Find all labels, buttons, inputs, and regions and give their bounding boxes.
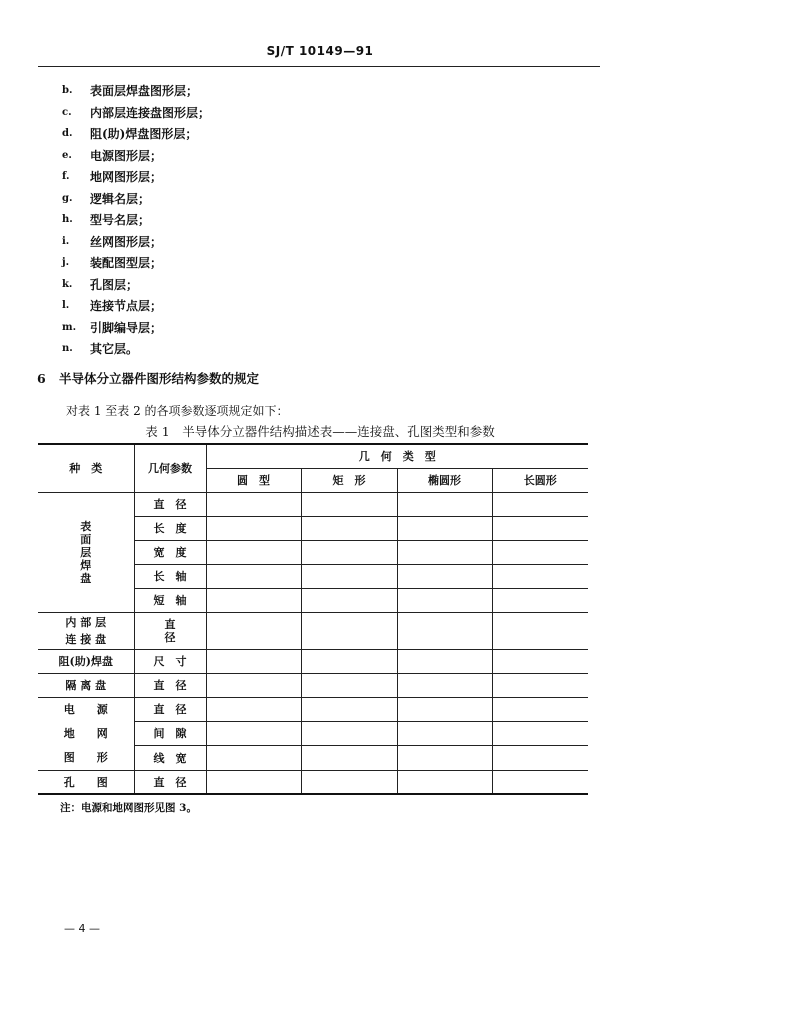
list-marker: l. bbox=[62, 300, 70, 312]
table-cell bbox=[397, 612, 492, 649]
table-cell bbox=[492, 516, 588, 540]
param-cell: 长 轴 bbox=[134, 564, 206, 588]
table-cell bbox=[206, 770, 301, 794]
table-cell bbox=[206, 564, 301, 588]
param-cell: 尺 寸 bbox=[134, 649, 206, 673]
list-marker: c. bbox=[62, 106, 72, 118]
header-kind: 种 类 bbox=[38, 444, 134, 492]
list-text: 地网图形层； bbox=[90, 170, 163, 185]
page-header: SJ/T 10149—91 bbox=[266, 44, 374, 58]
table-cell bbox=[492, 564, 588, 588]
param-cell: 直 径 bbox=[134, 697, 206, 721]
list-text: 其它层。 bbox=[90, 342, 139, 357]
param-cell: 短 轴 bbox=[134, 588, 206, 612]
table-cell bbox=[301, 770, 397, 794]
list-item bbox=[62, 145, 210, 167]
list-text: 丝网图形层； bbox=[90, 234, 163, 249]
list-text: 逻辑名层； bbox=[90, 191, 151, 206]
table-cell bbox=[492, 770, 588, 794]
table-cell bbox=[492, 697, 588, 721]
group-hole: 孔 图 bbox=[38, 770, 134, 794]
list-marker: f. bbox=[62, 171, 70, 183]
list-marker: h. bbox=[62, 214, 73, 226]
header-param: 几何参数 bbox=[134, 444, 206, 492]
list-text: 电源图形层； bbox=[90, 148, 163, 163]
table-cell bbox=[301, 516, 397, 540]
table-cell bbox=[397, 770, 492, 794]
list-text: 连接节点层； bbox=[90, 299, 163, 314]
list-item bbox=[62, 252, 210, 274]
group-label: 表面层焊盘 bbox=[80, 519, 92, 585]
header-geo-type: 几 何 类 型 bbox=[206, 444, 588, 468]
table-cell bbox=[492, 612, 588, 649]
header-type-oblong: 长圆形 bbox=[492, 468, 588, 492]
group-label: 图 形 bbox=[63, 750, 108, 764]
table-cell bbox=[397, 540, 492, 564]
table-cell bbox=[492, 540, 588, 564]
table-cell bbox=[301, 746, 397, 770]
structure-table bbox=[38, 443, 588, 795]
page-number: — 4 — bbox=[64, 922, 100, 935]
param-cell: 长 度 bbox=[134, 516, 206, 540]
table-cell bbox=[206, 516, 301, 540]
table-row bbox=[38, 697, 588, 721]
table-cell bbox=[492, 588, 588, 612]
list-item bbox=[62, 209, 210, 231]
param-cell bbox=[134, 612, 206, 649]
table-cell bbox=[397, 746, 492, 770]
group-inner-pad bbox=[38, 612, 134, 649]
list-text: 引脚编导层； bbox=[90, 320, 163, 335]
table-row bbox=[38, 673, 588, 697]
table-cell bbox=[206, 697, 301, 721]
table-cell bbox=[397, 564, 492, 588]
param-cell: 直 径 bbox=[134, 770, 206, 794]
list-item bbox=[62, 295, 210, 317]
table-cell bbox=[301, 612, 397, 649]
param-cell: 直 径 bbox=[134, 492, 206, 516]
section-title: 半导体分立器件图形结构参数的规定 bbox=[59, 371, 260, 386]
table-cell bbox=[492, 649, 588, 673]
list-marker: g. bbox=[62, 192, 73, 204]
table-cell bbox=[492, 492, 588, 516]
group-label: 内 部 层 bbox=[65, 615, 107, 629]
list-item bbox=[62, 338, 210, 360]
table-cell bbox=[301, 697, 397, 721]
table-cell bbox=[492, 721, 588, 745]
table-cell bbox=[206, 673, 301, 697]
list-text: 孔图层； bbox=[90, 277, 139, 292]
table-cell bbox=[301, 564, 397, 588]
group-label: 连 接 盘 bbox=[65, 632, 107, 646]
table-cell bbox=[301, 649, 397, 673]
param-cell: 线 宽 bbox=[134, 746, 206, 770]
list-item bbox=[62, 80, 210, 102]
list-text: 型号名层； bbox=[90, 213, 151, 228]
group-surface-pad bbox=[38, 492, 134, 612]
table-cell bbox=[206, 746, 301, 770]
table-cell bbox=[206, 649, 301, 673]
list-item bbox=[62, 231, 210, 253]
list-marker: e. bbox=[62, 149, 72, 161]
table-cell bbox=[397, 673, 492, 697]
table-cell bbox=[397, 492, 492, 516]
table-cell bbox=[397, 697, 492, 721]
table-header-row bbox=[38, 444, 588, 468]
table-cell bbox=[492, 673, 588, 697]
table-row bbox=[38, 492, 588, 516]
list-text: 装配图型层； bbox=[90, 256, 163, 271]
group-label: 电 源 bbox=[63, 702, 108, 716]
table-row bbox=[38, 649, 588, 673]
param-cell: 间 隙 bbox=[134, 721, 206, 745]
list-item bbox=[62, 166, 210, 188]
table-caption: 表 1 半导体分立器件结构描述表——连接盘、孔图类型和参数 bbox=[145, 424, 495, 439]
table-cell bbox=[397, 649, 492, 673]
header-type-rect: 矩 形 bbox=[301, 468, 397, 492]
table-cell bbox=[206, 721, 301, 745]
group-mask-pad: 阻(助)焊盘 bbox=[38, 649, 134, 673]
table-cell bbox=[397, 588, 492, 612]
table-cell bbox=[492, 746, 588, 770]
table-note: 注：电源和地网图形见图 3。 bbox=[60, 802, 197, 814]
list-marker: n. bbox=[62, 343, 73, 355]
section-number: 6 bbox=[37, 371, 46, 386]
table-cell bbox=[397, 516, 492, 540]
list-marker: k. bbox=[62, 278, 73, 290]
table-cell bbox=[206, 588, 301, 612]
group-power-ground bbox=[38, 697, 134, 770]
list-item bbox=[62, 123, 210, 145]
table-cell bbox=[206, 612, 301, 649]
intro-paragraph: 对表 1 至表 2 的各项参数逐项规定如下： bbox=[66, 404, 289, 418]
list-marker: j. bbox=[62, 257, 70, 269]
table-cell bbox=[301, 492, 397, 516]
list-marker: d. bbox=[62, 128, 73, 140]
header-type-circle: 圆 型 bbox=[206, 468, 301, 492]
list-marker: i. bbox=[62, 235, 70, 247]
table-row bbox=[38, 612, 588, 649]
list-text: 内部层连接盘图形层； bbox=[90, 105, 211, 120]
group-isolation-pad: 隔 离 盘 bbox=[38, 673, 134, 697]
list-item bbox=[62, 188, 210, 210]
group-label: 地 网 bbox=[63, 726, 108, 740]
table-cell bbox=[206, 492, 301, 516]
list-text: 阻(助)焊盘图形层； bbox=[90, 127, 198, 142]
layer-list bbox=[62, 80, 210, 360]
param-label: 直径 bbox=[164, 617, 176, 644]
table-cell bbox=[206, 540, 301, 564]
list-item bbox=[62, 102, 210, 124]
table-cell bbox=[397, 721, 492, 745]
param-cell: 直 径 bbox=[134, 673, 206, 697]
section-heading bbox=[37, 369, 259, 387]
list-marker: b. bbox=[62, 85, 73, 97]
param-cell: 宽 度 bbox=[134, 540, 206, 564]
list-item bbox=[62, 317, 210, 339]
table-cell bbox=[301, 540, 397, 564]
header-rule bbox=[38, 66, 600, 67]
list-item bbox=[62, 274, 210, 296]
list-text: 表面层焊盘图形层； bbox=[90, 84, 199, 99]
table-cell bbox=[301, 673, 397, 697]
table-cell bbox=[301, 721, 397, 745]
header-type-ellipse: 椭圆形 bbox=[397, 468, 492, 492]
table-row bbox=[38, 770, 588, 794]
table-cell bbox=[301, 588, 397, 612]
list-marker: m. bbox=[62, 321, 77, 333]
